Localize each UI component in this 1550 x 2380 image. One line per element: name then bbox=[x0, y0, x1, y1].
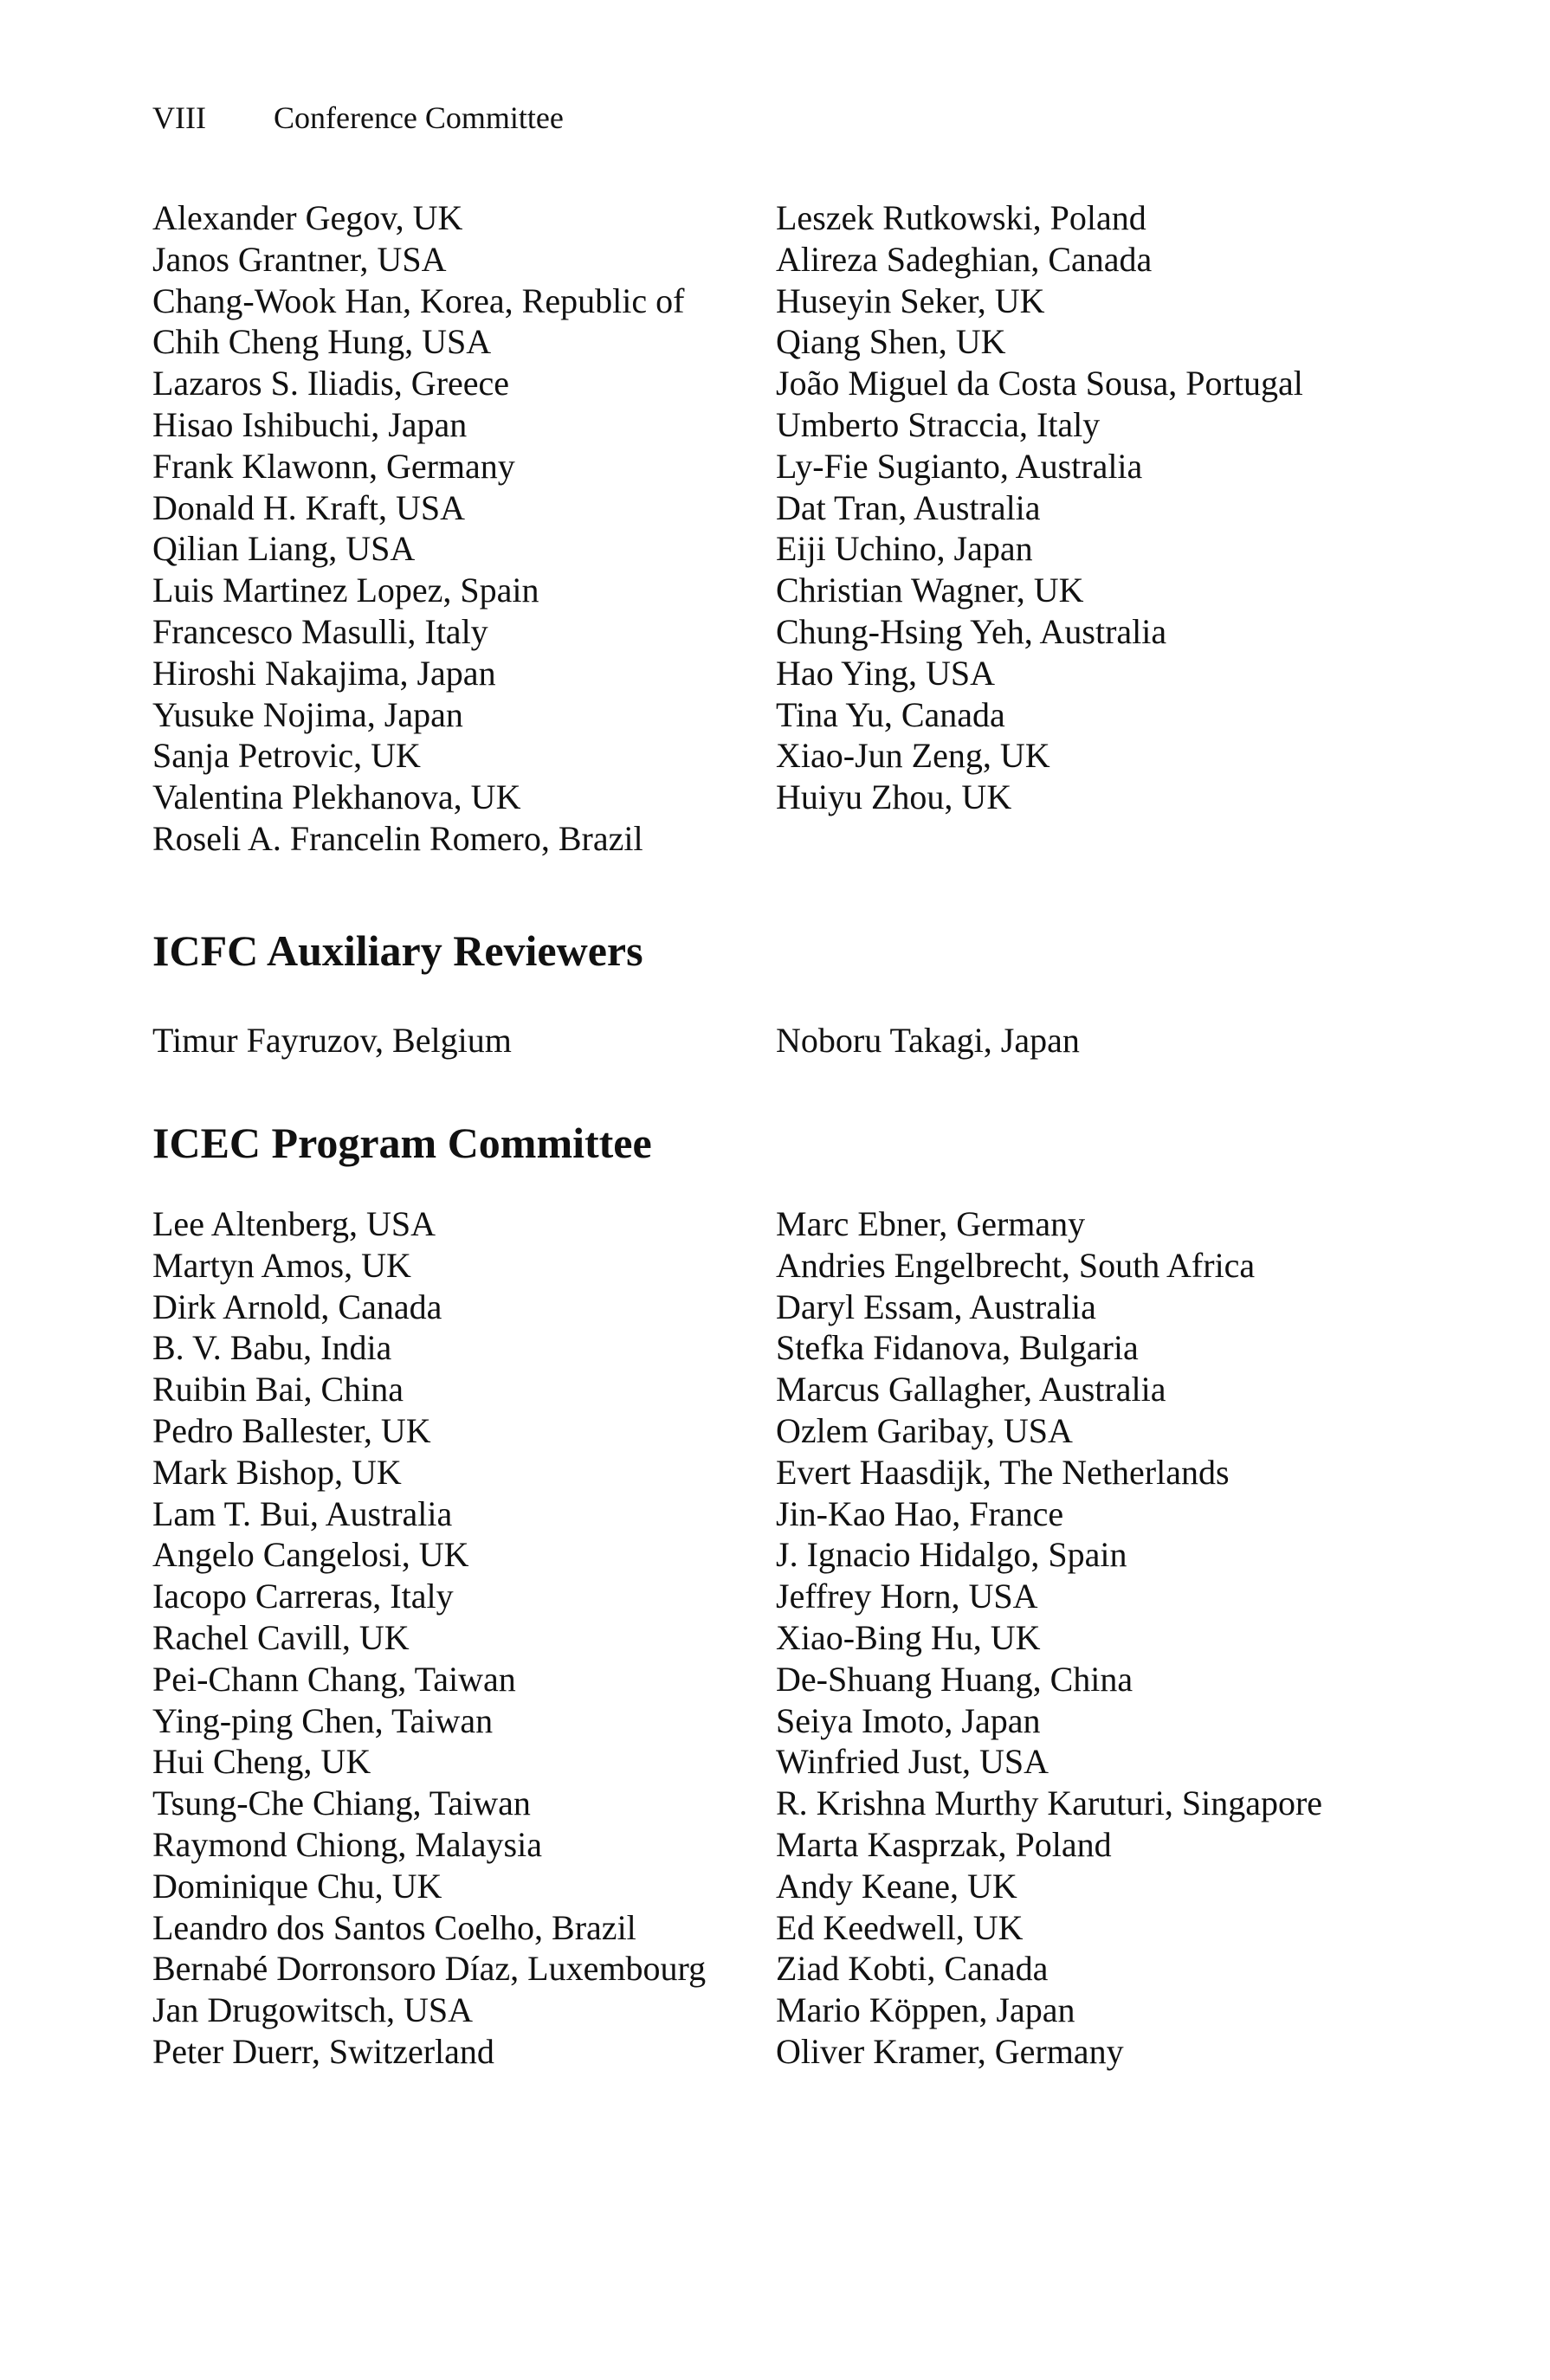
member-entry: Pei-Chann Chang, Taiwan bbox=[152, 1659, 516, 1699]
member-entry: Marc Ebner, Germany bbox=[776, 1204, 1086, 1243]
member-entry: Ruibin Bai, China bbox=[152, 1370, 404, 1409]
member-entry: Xiao-Jun Zeng, UK bbox=[776, 736, 1050, 776]
running-head bbox=[152, 97, 564, 139]
member-entry: Oliver Kramer, Germany bbox=[776, 2031, 1124, 2071]
member-entry: Dominique Chu, UK bbox=[152, 1866, 442, 1906]
member-entry: Angelo Cangelosi, UK bbox=[152, 1535, 469, 1575]
running-head-title: Conference Committee bbox=[274, 100, 564, 135]
member-entry: Leszek Rutkowski, Poland bbox=[776, 198, 1146, 237]
member-entry: Dat Tran, Australia bbox=[776, 487, 1041, 527]
member-entry: Hui Cheng, UK bbox=[152, 1742, 371, 1782]
member-entry: Huiyu Zhou, UK bbox=[776, 777, 1012, 817]
member-entry: Dirk Arnold, Canada bbox=[152, 1287, 442, 1326]
member-entry: Valentina Plekhanova, UK bbox=[152, 777, 521, 817]
member-entry: Ly-Fie Sugianto, Australia bbox=[776, 446, 1143, 486]
member-entry: Chih Cheng Hung, USA bbox=[152, 322, 492, 362]
member-entry: Francesco Masulli, Italy bbox=[152, 611, 488, 651]
member-entry: Huseyin Seker, UK bbox=[776, 281, 1045, 320]
member-entry: Andy Keane, UK bbox=[776, 1866, 1017, 1906]
member-entry: Christian Wagner, UK bbox=[776, 571, 1084, 610]
committee-list-left bbox=[152, 197, 684, 860]
member-entry: Alexander Gegov, UK bbox=[152, 198, 463, 237]
member-entry: Lee Altenberg, USA bbox=[152, 1204, 436, 1243]
member-entry: B. V. Babu, India bbox=[152, 1328, 392, 1368]
member-entry: Martyn Amos, UK bbox=[152, 1245, 411, 1285]
member-entry: Ed Keedwell, UK bbox=[776, 1907, 1024, 1947]
icec-program-list-left bbox=[152, 1203, 706, 2073]
member-entry: Mario Köppen, Japan bbox=[776, 1990, 1075, 2030]
member-entry: Tsung-Che Chiang, Taiwan bbox=[152, 1783, 531, 1823]
member-entry: Eiji Uchino, Japan bbox=[776, 529, 1033, 569]
member-entry: Jeffrey Horn, USA bbox=[776, 1577, 1038, 1616]
member-entry: Iacopo Carreras, Italy bbox=[152, 1577, 454, 1616]
member-entry: Hiroshi Nakajima, Japan bbox=[152, 653, 496, 693]
icfc-auxiliary-heading: ICFC Auxiliary Reviewers bbox=[152, 926, 643, 975]
icec-program-list-right bbox=[776, 1203, 1322, 2073]
member-entry: Qilian Liang, USA bbox=[152, 529, 416, 569]
member-entry: João Miguel da Costa Sousa, Portugal bbox=[776, 364, 1303, 403]
committee-list-right bbox=[776, 197, 1303, 818]
member-entry: Raymond Chiong, Malaysia bbox=[152, 1824, 542, 1864]
member-entry: Peter Duerr, Switzerland bbox=[152, 2031, 494, 2071]
member-entry: Donald H. Kraft, USA bbox=[152, 487, 466, 527]
member-entry: Sanja Petrovic, UK bbox=[152, 736, 421, 776]
member-entry: Winfried Just, USA bbox=[776, 1742, 1049, 1782]
member-entry: Mark Bishop, UK bbox=[152, 1452, 402, 1492]
member-entry: Jin-Kao Hao, France bbox=[776, 1493, 1064, 1533]
member-entry: Qiang Shen, UK bbox=[776, 322, 1006, 362]
member-entry: J. Ignacio Hidalgo, Spain bbox=[776, 1535, 1127, 1575]
member-entry: Luis Martinez Lopez, Spain bbox=[152, 571, 539, 610]
member-entry: Stefka Fidanova, Bulgaria bbox=[776, 1328, 1139, 1368]
icfc-auxiliary-list-left bbox=[152, 1020, 512, 1061]
member-entry: Marta Kasprzak, Poland bbox=[776, 1824, 1112, 1864]
member-entry: Umberto Straccia, Italy bbox=[776, 404, 1101, 444]
member-entry: Timur Fayruzov, Belgium bbox=[152, 1021, 512, 1060]
page-number: VIII bbox=[152, 100, 206, 135]
member-entry: Pedro Ballester, UK bbox=[152, 1410, 431, 1450]
member-entry: Jan Drugowitsch, USA bbox=[152, 1990, 473, 2030]
member-entry: Ozlem Garibay, USA bbox=[776, 1410, 1073, 1450]
member-entry: Evert Haasdijk, The Netherlands bbox=[776, 1452, 1230, 1492]
member-entry: Roseli A. Francelin Romero, Brazil bbox=[152, 818, 643, 858]
member-entry: Leandro dos Santos Coelho, Brazil bbox=[152, 1907, 636, 1947]
member-entry: Hisao Ishibuchi, Japan bbox=[152, 404, 468, 444]
member-entry: Daryl Essam, Australia bbox=[776, 1287, 1096, 1326]
member-entry: Ziad Kobti, Canada bbox=[776, 1949, 1049, 1989]
member-entry: Chang-Wook Han, Korea, Republic of bbox=[152, 281, 685, 320]
icec-program-heading: ICEC Program Committee bbox=[152, 1119, 652, 1167]
member-entry: Ying-ping Chen, Taiwan bbox=[152, 1700, 494, 1740]
member-entry: R. Krishna Murthy Karuturi, Singapore bbox=[776, 1783, 1323, 1823]
member-entry: Tina Yu, Canada bbox=[776, 694, 1005, 734]
member-entry: Janos Grantner, USA bbox=[152, 239, 447, 279]
member-entry: Yusuke Nojima, Japan bbox=[152, 694, 463, 734]
member-entry: Lam T. Bui, Australia bbox=[152, 1493, 453, 1533]
member-entry: Xiao-Bing Hu, UK bbox=[776, 1617, 1041, 1657]
member-entry: Andries Engelbrecht, South Africa bbox=[776, 1245, 1256, 1285]
member-entry: Seiya Imoto, Japan bbox=[776, 1700, 1041, 1740]
member-entry: Alireza Sadeghian, Canada bbox=[776, 239, 1153, 279]
member-entry: Lazaros S. Iliadis, Greece bbox=[152, 364, 510, 403]
member-entry: Rachel Cavill, UK bbox=[152, 1617, 410, 1657]
icfc-auxiliary-list-right bbox=[776, 1020, 1080, 1061]
member-entry: De-Shuang Huang, China bbox=[776, 1659, 1133, 1699]
member-entry: Bernabé Dorronsoro Díaz, Luxembourg bbox=[152, 1949, 707, 1989]
member-entry: Chung-Hsing Yeh, Australia bbox=[776, 611, 1167, 651]
member-entry: Noboru Takagi, Japan bbox=[776, 1021, 1080, 1060]
member-entry: Hao Ying, USA bbox=[776, 653, 995, 693]
member-entry: Frank Klawonn, Germany bbox=[152, 446, 515, 486]
member-entry: Marcus Gallagher, Australia bbox=[776, 1370, 1166, 1409]
